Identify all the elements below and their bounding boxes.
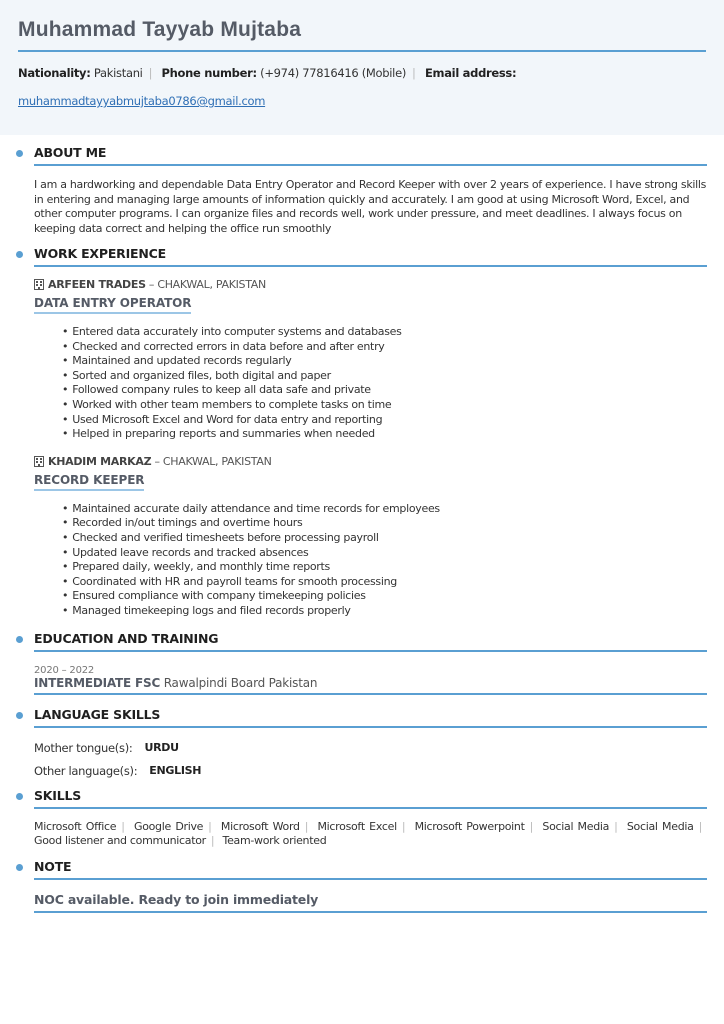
section-bullet [16,636,23,643]
separator: | [121,819,125,833]
email-row [18,94,706,108]
work-title: WORK EXPERIENCE [34,246,707,267]
skill-item: Microsoft Excel [317,819,397,833]
language-section [34,707,707,778]
list-item: • Used Microsoft Excel and Word for data entry and reporting [62,413,707,428]
about-title: ABOUT ME [34,145,707,166]
header [0,0,724,135]
building-icon [34,279,44,290]
list-item: • Managed timekeeping logs and filed records properly [62,604,707,619]
list-item: • Prepared daily, weekly, and monthly time reports [62,560,707,575]
job-company [34,455,707,468]
company-location: – CHAKWAL, PAKISTAN [154,454,272,468]
nationality-label: Nationality: [18,66,91,80]
about-text: I am a hardworking and dependable Data Entry Operator and Record Keeper with over 2 years of experience. I have strong skills in entering and managing large amounts of information quickly and accurately. I am good at using Microsoft Word, Excel, and other computer programs. I can organize files and records well, work under pressure, and meet deadlines. I always focus on keeping data correct and helping the office run smoothly [34,178,707,235]
skill-item: Microsoft Word [220,819,300,833]
separator: | [304,819,309,833]
list-item: • Entered data accurately into computer systems and databases [62,325,707,340]
separator: | [148,66,153,80]
skill-item: Social Media [626,819,694,833]
list-item: • Worked with other team members to complete tasks on time [62,398,707,413]
separator: | [401,819,406,833]
separator: | [210,834,215,847]
section-bullet [16,793,23,800]
duty-list [62,502,707,619]
work-section [34,246,707,619]
separator: | [412,66,416,80]
section-bullet [16,251,23,258]
skill-item: Social Media [542,819,610,833]
list-item: • Helped in preparing reports and summaries when needed [62,427,707,442]
phone-value: (+974) 77816416 (Mobile) [260,66,407,80]
section-bullet [16,864,23,871]
skills-title: SKILLS [34,788,707,809]
list-item: • Updated leave records and tracked absences [62,546,707,561]
section-bullet [16,712,23,719]
other-language-label: Other language(s): [34,763,138,778]
nationality-value: Pakistani [93,66,143,80]
list-item: • Recorded in/out timings and overtime hours [62,516,707,531]
list-item: • Maintained accurate daily attendance and time records for employees [62,502,707,517]
list-item: • Sorted and organized files, both digital and paper [62,369,707,384]
note-section [34,859,707,913]
job-company [34,278,707,291]
phone-label: Phone number: [161,66,257,80]
separator: | [698,819,702,833]
education-section [34,631,707,695]
skill-item: Team-work oriented [222,834,327,847]
job-role: RECORD KEEPER [34,473,144,491]
education-date: 2020 – 2022 [34,664,95,676]
list-item: • Checked and verified timesheets before processing payroll [62,531,707,546]
separator: | [208,819,212,833]
separator: | [614,819,618,833]
duty-list [62,325,707,442]
education-institution: Rawalpindi Board Pakistan [163,675,318,690]
building-icon [34,456,44,467]
mother-tongue-value: URDU [144,741,179,754]
list-item: • Ensured compliance with company timekeeping policies [62,589,707,604]
name-divider [18,50,706,52]
skill-item: Google Drive [133,819,204,833]
list-item: • Maintained and updated records regularly [62,354,707,369]
candidate-name: Muhammad Tayyab Mujtaba [18,18,302,41]
job-role: DATA ENTRY OPERATOR [34,296,191,314]
email-link[interactable]: muhammadtayyabmujtaba0786@gmail.com [18,94,266,108]
company-name: ARFEEN TRADES [48,278,146,291]
education-title: EDUCATION AND TRAINING [34,631,707,652]
education-entry [34,676,707,695]
list-item: • Checked and corrected errors in data before and after entry [62,340,707,355]
skill-item: Good listener and communicator [34,834,206,847]
language-title: LANGUAGE SKILLS [34,707,707,728]
other-language-value: ENGLISH [149,764,202,777]
list-item: • Coordinated with HR and payroll teams for smooth processing [62,575,707,590]
note-text: NOC available. Ready to join immediately [34,892,707,913]
note-title: NOTE [34,859,707,880]
email-label: Email address: [424,66,517,80]
education-qualification: INTERMEDIATE FSC [34,675,161,690]
skills-list [34,820,707,849]
company-name: KHADIM MARKAZ [48,454,152,468]
contact-info [18,66,706,80]
mother-tongue-row [34,741,707,755]
section-bullet [16,150,23,157]
company-location: – CHAKWAL, PAKISTAN [148,278,266,291]
other-language-row [34,764,707,778]
skill-item: Microsoft Powerpoint [414,819,525,833]
mother-tongue-label: Mother tongue(s): [34,740,133,755]
skill-item: Microsoft Office [34,819,117,833]
separator: | [529,819,534,833]
list-item: • Followed company rules to keep all data safe and private [62,383,707,398]
skills-section [34,788,707,849]
about-section [34,145,707,236]
